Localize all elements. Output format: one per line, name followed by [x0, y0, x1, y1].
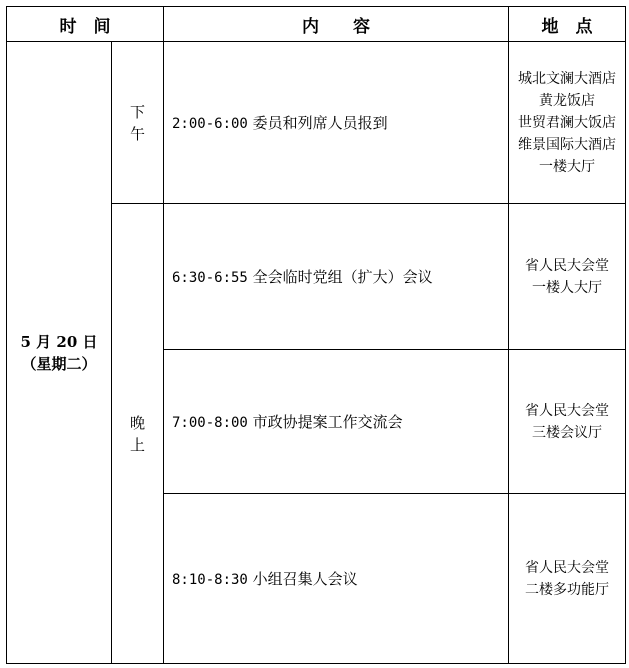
place-line: 一楼大厅	[539, 158, 595, 175]
place-line: 省人民大会堂	[525, 402, 609, 419]
event-title: 委员和列席人员报到	[252, 114, 388, 132]
header-place: 地 点	[509, 7, 626, 42]
content-cell	[164, 204, 509, 350]
event-time: 7:00-8:00	[172, 415, 248, 431]
place-line: 维景国际大酒店	[518, 136, 616, 153]
place-line: 一楼人大厅	[532, 279, 602, 296]
schedule-table-frame	[6, 6, 625, 664]
place-line: 城北文澜大酒店	[518, 70, 616, 87]
event-time: 2:00-6:00	[172, 116, 248, 132]
place-line: 省人民大会堂	[525, 559, 609, 576]
content-cell	[164, 350, 509, 494]
table-row	[7, 42, 626, 204]
event-title: 小组召集人会议	[252, 570, 358, 588]
period-evening: 晚上	[112, 204, 164, 664]
place-line: 世贸君澜大饭店	[518, 114, 616, 131]
place-line: 二楼多功能厅	[525, 581, 609, 598]
place-cell	[509, 494, 626, 664]
event-title: 市政协提案工作交流会	[252, 413, 403, 431]
schedule-table	[6, 6, 626, 664]
header-time: 时 间	[7, 7, 164, 42]
period-afternoon: 下午	[112, 42, 164, 204]
place-cell	[509, 42, 626, 204]
date-weekday: （星期二）	[21, 354, 97, 373]
event-title: 全会临时党组（扩大）会议	[252, 268, 433, 286]
content-cell	[164, 42, 509, 204]
header-content: 内 容	[164, 7, 509, 42]
place-cell	[509, 204, 626, 350]
content-cell	[164, 494, 509, 664]
date-cell	[7, 42, 112, 664]
place-cell	[509, 350, 626, 494]
date-day: 5 月 20 日	[20, 332, 98, 351]
header-row	[7, 7, 626, 42]
place-line: 黄龙饭店	[539, 92, 595, 109]
event-time: 6:30-6:55	[172, 270, 248, 286]
place-line: 省人民大会堂	[525, 257, 609, 274]
event-time: 8:10-8:30	[172, 572, 248, 588]
place-line: 三楼会议厅	[532, 424, 602, 441]
